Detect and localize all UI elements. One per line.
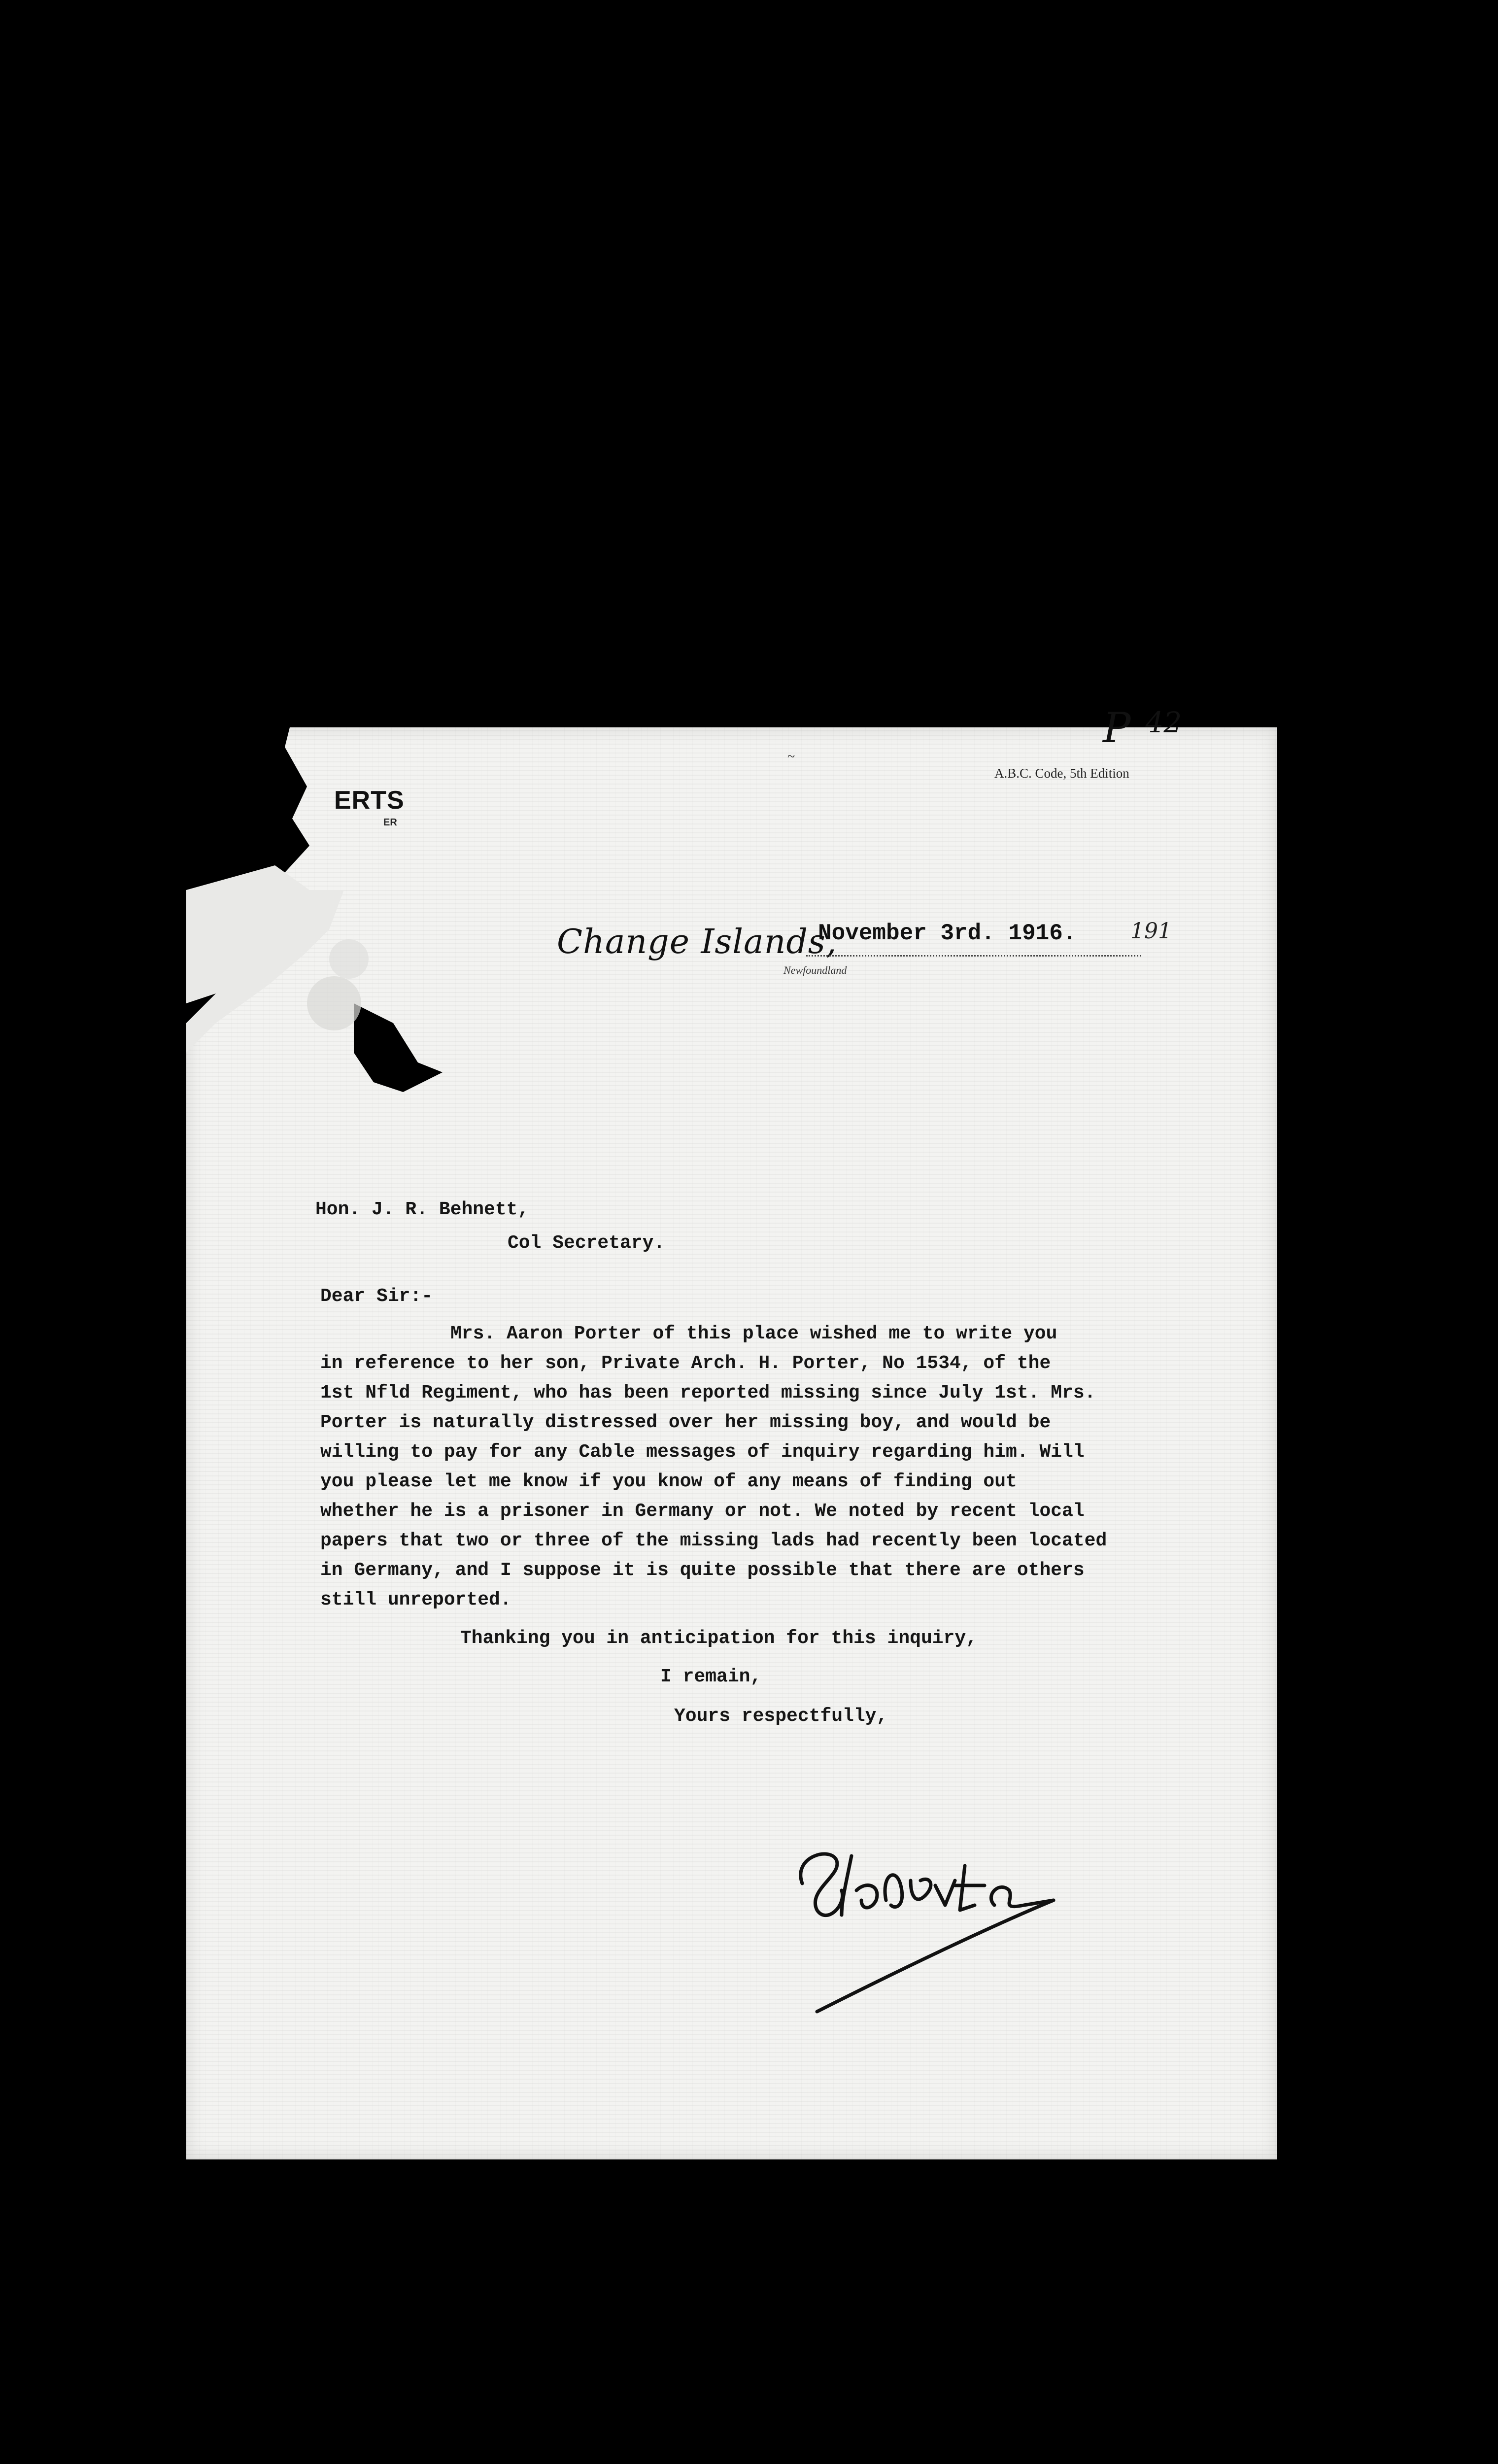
- body-line-4: Porter is naturally distressed over her missing boy, and would be: [320, 1412, 1051, 1433]
- closing-respectfully: Yours respectfully,: [674, 1706, 888, 1727]
- recipient-line-1: Hon. J. R. Behnett,: [315, 1199, 529, 1220]
- body-line-1: Mrs. Aaron Porter of this place wished me to write you: [450, 1323, 1057, 1344]
- abc-code-label: A.B.C. Code, 5th Edition: [994, 766, 1129, 781]
- body-line-2: in reference to her son, Private Arch. H. Porter, No 1534, of the: [320, 1353, 1051, 1374]
- body-line-3: 1st Nfld Regiment, who has been reported missing since July 1st. Mrs.: [320, 1382, 1096, 1403]
- body-line-10: still unreported.: [320, 1589, 511, 1610]
- place-name: Change Islands,: [557, 923, 837, 961]
- closing-remain: I remain,: [660, 1666, 762, 1687]
- place-region: Newfoundland: [783, 964, 847, 976]
- salutation: Dear Sir:-: [320, 1286, 433, 1307]
- body-line-9: in Germany, and I suppose it is quite possible that there are others: [320, 1560, 1085, 1581]
- letter-date: November 3rd. 1916.: [818, 921, 1077, 946]
- body-line-7: whether he is a prisoner in Germany or not. We noted by recent local: [320, 1501, 1085, 1522]
- letterhead-name: ERTS: [334, 786, 405, 815]
- reference-number: 42: [1145, 706, 1182, 739]
- letterhead-subtitle: ER: [383, 817, 397, 828]
- body-line-8: papers that two or three of the missing lads had recently been located: [320, 1530, 1107, 1551]
- thanks-line: Thanking you in anticipation for this inquiry,: [460, 1628, 977, 1649]
- recipient-line-2: Col Secretary.: [508, 1232, 665, 1254]
- body-line-6: you please let me know if you know of any means of finding out: [320, 1471, 1017, 1492]
- reference-letter: P: [1103, 704, 1131, 752]
- year-suffix: 191: [1130, 919, 1172, 944]
- letter-paper: [186, 704, 1277, 2159]
- top-mark: ~: [787, 749, 795, 764]
- letter-body: [186, 727, 1277, 2159]
- signature: [787, 1836, 1083, 2043]
- body-line-5: willing to pay for any Cable messages of inquiry regarding him. Will: [320, 1441, 1085, 1463]
